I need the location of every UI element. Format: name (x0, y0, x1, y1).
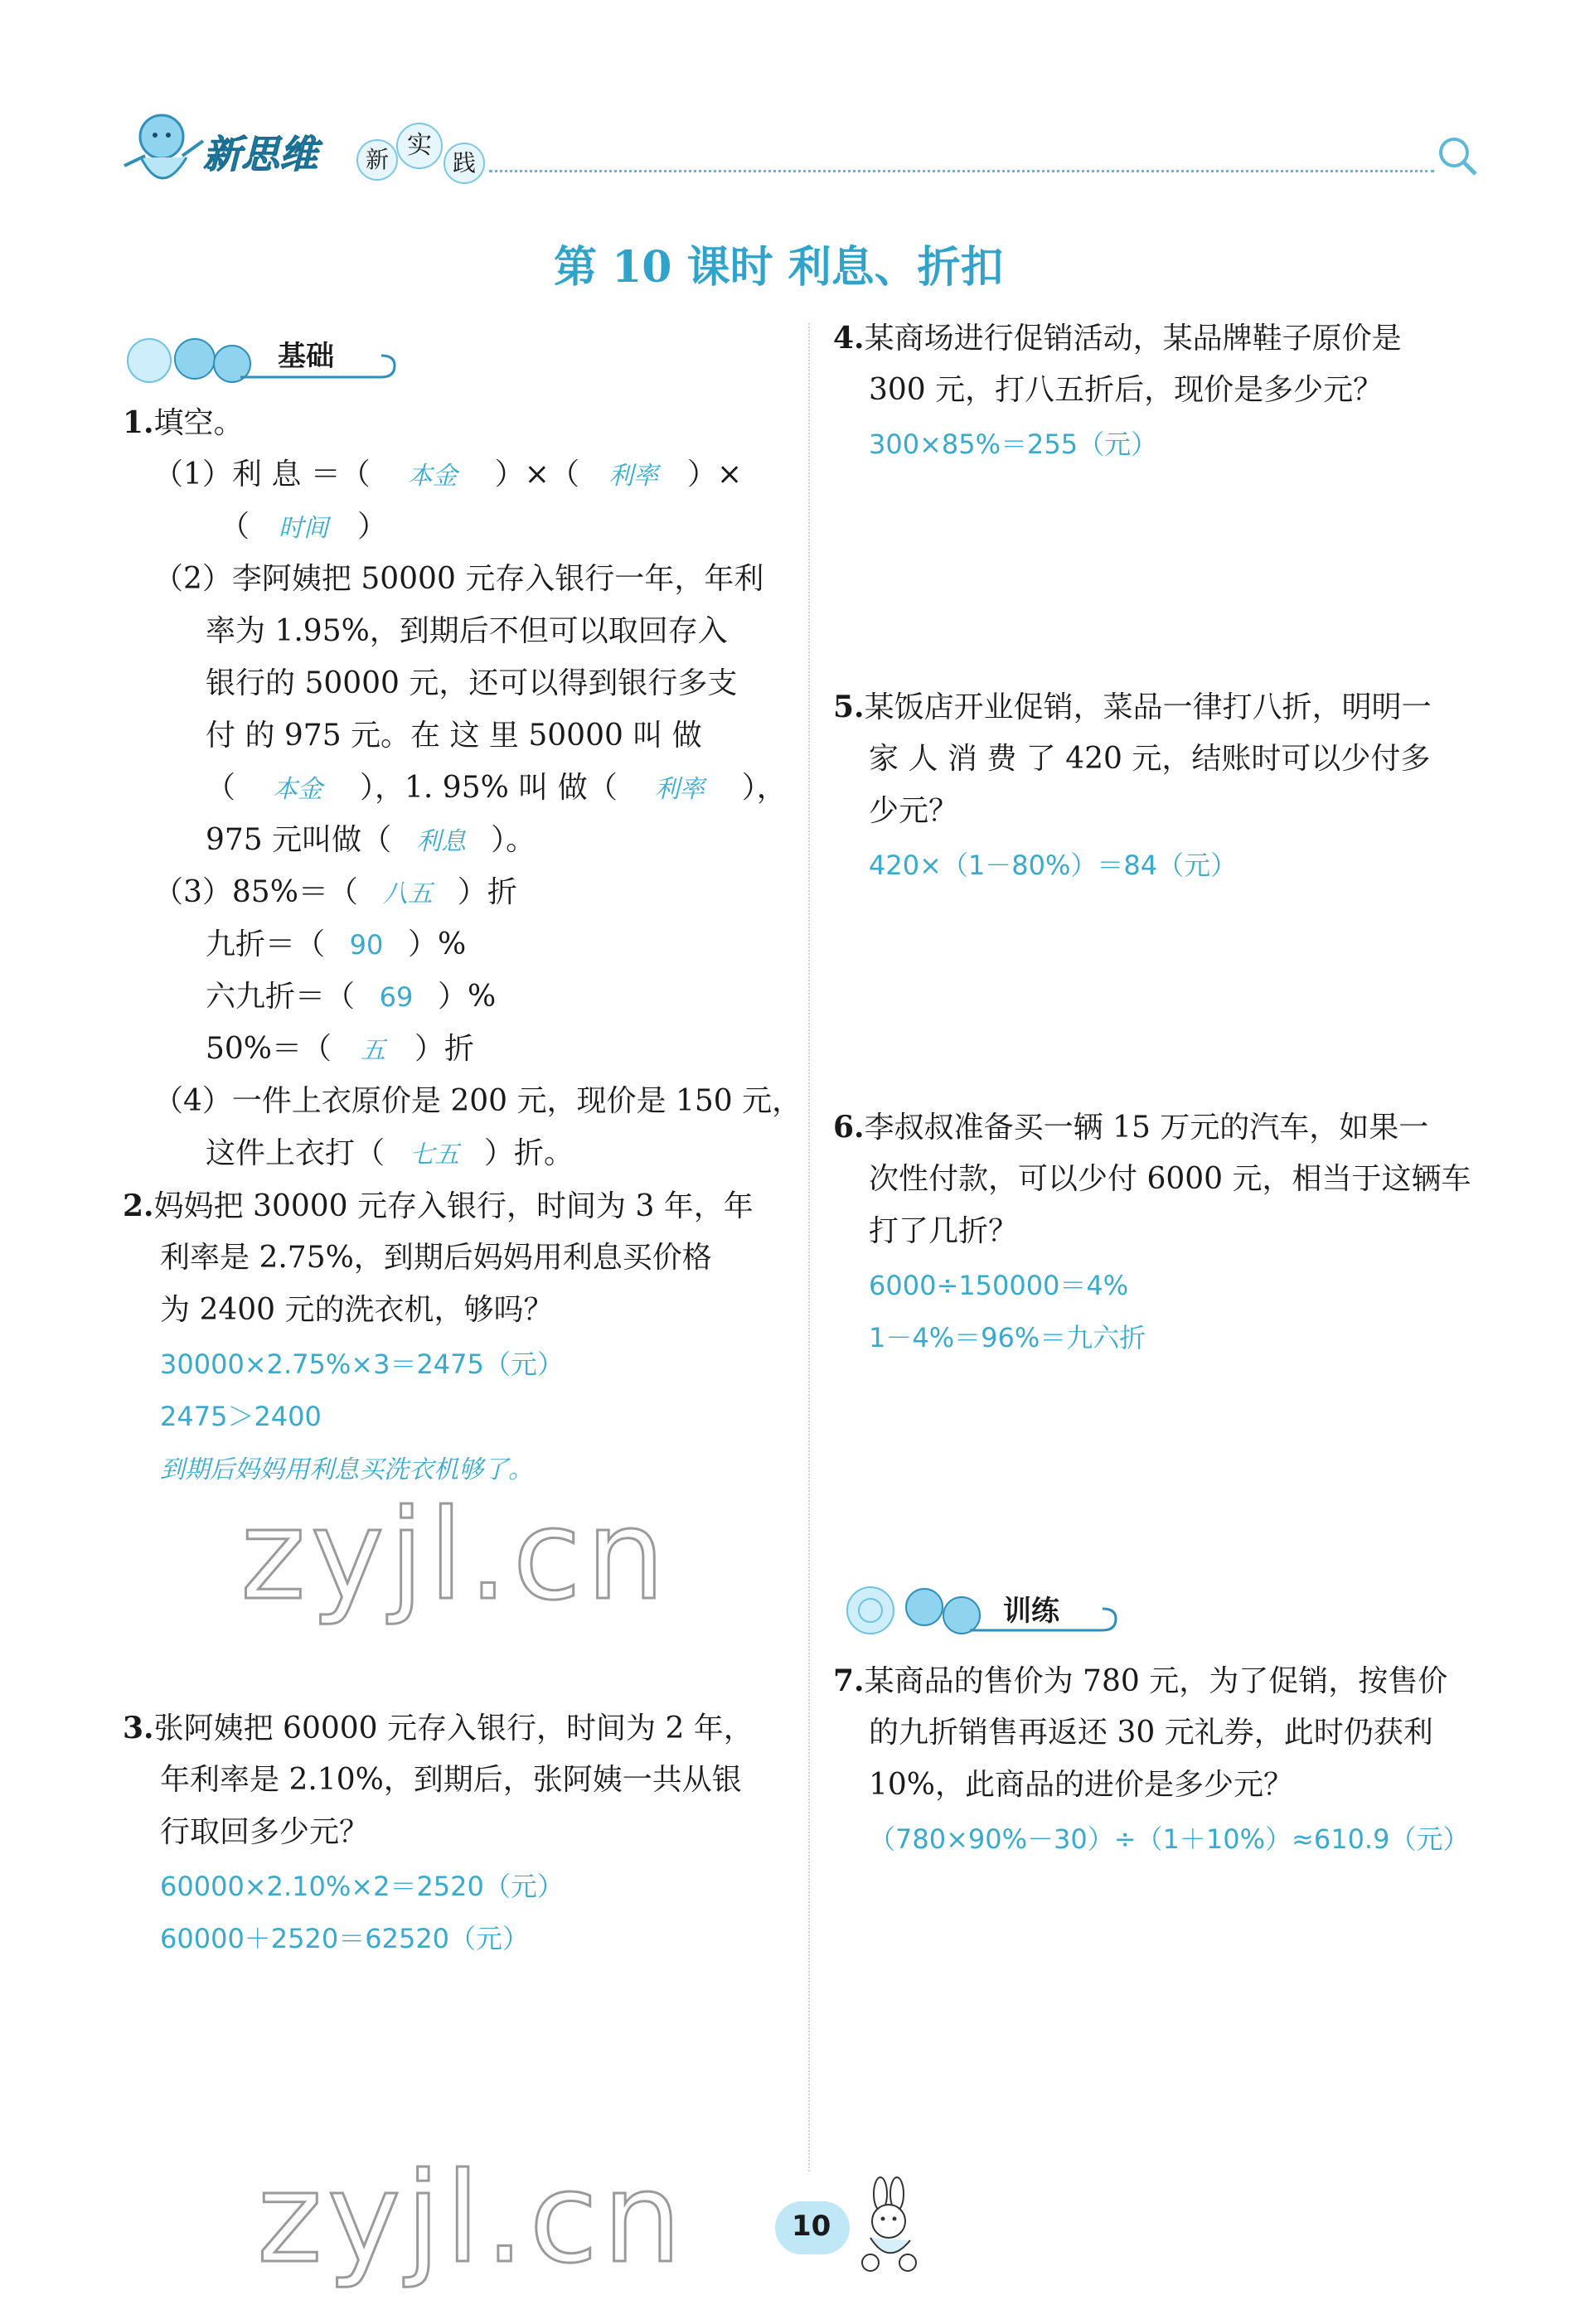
q2-line2: 利率是 2.75%，到期后妈妈用利息买价格 (160, 1241, 712, 1275)
q7-line2: 的九折销售再返还 30 元礼券，此时仍获利 (869, 1716, 1433, 1750)
q1-s4-l2post: ）折。 (484, 1136, 574, 1170)
q1-s4-answer: 七五 (410, 1140, 460, 1169)
brand-sub-3: 践 (444, 143, 485, 184)
q2-number: 2. (123, 1189, 154, 1223)
q5-number: 5. (833, 690, 865, 724)
q4-number: 4. (833, 321, 865, 356)
q1-s2-line6 (206, 824, 536, 859)
q6-line2: 次性付款，可以少付 6000 元，相当于这辆车 (869, 1162, 1471, 1196)
q3-line3: 行取回多少元？ (160, 1815, 370, 1849)
q1-s3-row4 (206, 1033, 474, 1068)
q6-line3: 打了几折？ (869, 1214, 1019, 1248)
q1-s3-answer-4: 五 (361, 1036, 386, 1065)
q6-answer-1: 6000÷150000＝4% (869, 1270, 1129, 1301)
q1-s2-l6pre: 975 元叫做（ (206, 823, 392, 857)
q1-s4-line2 (206, 1137, 574, 1172)
q6-line1 (833, 1111, 1428, 1145)
q1-s3-r4post: ）折 (414, 1032, 475, 1066)
q4-line2: 300 元，打八五折后，现价是多少元？ (869, 373, 1384, 407)
q1-s2-line1: （2）李阿姨把 50000 元存入银行一年，年利 (153, 562, 764, 596)
q1-s2-answer-principal: 本金 (273, 775, 323, 804)
q6-text-1: 李叔叔准备买一辆 15 万元的汽车，如果一 (864, 1111, 1429, 1145)
q1-s3-r3post: ）% (438, 980, 497, 1014)
q1-s3-r1post: ）折 (457, 875, 517, 909)
q3-number: 3. (123, 1711, 154, 1745)
q1-s1-answer-rate: 利率 (608, 462, 658, 491)
section-basic-badge (116, 327, 398, 390)
section-basic-title: 基础 (278, 340, 334, 373)
q1-s3-answer-3: 69 (379, 981, 414, 1013)
q1-s3-r3pre: 六九折＝（ (206, 980, 356, 1014)
q5-answer-1: 420×（1－80%）＝84（元） (869, 850, 1238, 881)
flower-badge-icon (116, 327, 398, 390)
q1-s3-r2post: ）% (408, 927, 467, 961)
q4-answer-1: 300×85%＝255（元） (869, 428, 1158, 460)
q1-s3-r4pre: 50%＝（ (206, 1032, 332, 1066)
q3-line2: 年利率是 2.10%，到期后，张阿姨一共从银 (160, 1763, 742, 1797)
search-icon (1434, 133, 1481, 182)
page-number: 10 (792, 2210, 831, 2243)
brand-name: 新思维 (203, 132, 317, 177)
brand-sub-1: 新 (356, 139, 398, 181)
q1-s2-l5post: ）， (741, 771, 787, 805)
q1-s2-line2: 率为 1.95%，到期后不但可以取回存入 (206, 614, 728, 648)
brand-sub-2: 实 (396, 123, 443, 169)
watermark-1: zyjl.cn (240, 1484, 671, 1628)
q1-s1-l2pre: （ (220, 510, 250, 544)
q1-s3-row1 (153, 876, 517, 911)
q1-s3-row3 (206, 980, 496, 1014)
q2-answer-3: 到期后妈妈用利息买洗衣机够了。 (160, 1455, 533, 1484)
page-title: 第 10 课时 利息、折扣 (554, 242, 1004, 293)
q7-text-1: 某商品的售价为 780 元，为了促销，按售价 (864, 1664, 1448, 1698)
q5-line3: 少元？ (869, 794, 959, 828)
q1-s1-pre: （1）利 息 ＝（ (153, 458, 371, 491)
section-train-title: 训练 (1003, 1595, 1059, 1628)
q7-line1 (833, 1664, 1447, 1698)
q1-s3-r2pre: 九折＝（ (206, 927, 326, 961)
q1-s4-line1: （4）一件上衣原价是 200 元，现价是 150 元， (153, 1084, 802, 1118)
q3-answer-2: 60000＋2520＝62520（元） (160, 1923, 530, 1954)
snail-badge-icon (833, 1579, 1119, 1642)
q1-s2-line4: 付 的 975 元。在 这 里 50000 叫 做 (206, 719, 702, 753)
q1-s1-mid: ）×（ (494, 458, 579, 491)
q7-answer-1: （780×90%－30）÷（1＋10%）≈610.9（元） (869, 1823, 1470, 1855)
q1-s3-r1pre: （3）85%＝（ (153, 875, 358, 909)
girl-mascot-icon (116, 108, 207, 199)
q5-line2: 家 人 消 费 了 420 元，结账时可以少付多 (869, 742, 1431, 776)
q4-text-1: 某商场进行促销活动，某品牌鞋子原价是 (864, 322, 1402, 356)
q1-s3-row2 (206, 928, 466, 961)
q1-s2-line5 (206, 772, 787, 806)
watermark-2: zyjl.cn (257, 2147, 687, 2291)
header-logo (116, 108, 207, 199)
q1-s2-answer-interest: 利息 (416, 827, 467, 856)
q3-line1 (123, 1712, 754, 1745)
q1-s2-l5pre: （ (206, 771, 236, 805)
q6-answer-2: 1－4%＝96%＝九六折 (869, 1322, 1146, 1353)
q1-s1-line2 (220, 511, 387, 545)
q1-s1-answer-principal: 本金 (407, 462, 458, 491)
q1-s2-l6post: ）。 (491, 823, 536, 857)
q1-s3-answer-1: 八五 (382, 879, 433, 908)
q2-text-1: 妈妈把 30000 元存入银行，时间为 3 年，年 (153, 1189, 754, 1223)
q1-s1-line1 (153, 458, 742, 493)
q1-heading (123, 406, 244, 440)
q2-answer-2: 2475＞2400 (160, 1401, 322, 1432)
q1-s3-answer-2: 90 (349, 929, 384, 961)
q5-line1 (833, 690, 1432, 724)
q4-line1 (833, 322, 1402, 356)
q1-s4-l2pre: 这件上衣打（ (206, 1136, 385, 1170)
q7-line3: 10%，此商品的进价是多少元？ (869, 1768, 1294, 1802)
q1-s2-answer-rate: 利率 (654, 775, 705, 804)
q2-answer-1: 30000×2.75%×3＝2475（元） (160, 1348, 564, 1380)
q2-line1 (123, 1189, 754, 1223)
q2-line3: 为 2400 元的洗衣机，够吗？ (160, 1293, 554, 1327)
rabbit-mascot-icon (846, 2176, 928, 2278)
q1-s1-l2post: ） (357, 510, 388, 544)
q5-text-1: 某饭店开业促销，菜品一律打八折，明明一 (864, 690, 1432, 724)
q1-s1-answer-time: 时间 (279, 514, 329, 543)
q7-number: 7. (833, 1663, 865, 1698)
q3-text-1: 张阿姨把 60000 元存入银行，时间为 2 年， (153, 1712, 754, 1745)
q1-s1-post: ）× (686, 458, 743, 491)
q1-s2-l5mid: ），1. 95% 叫 做（ (360, 771, 618, 805)
brand-title (203, 124, 317, 179)
q1-number: 1. (123, 405, 154, 440)
column-divider (808, 323, 810, 2171)
q1-text: 填空。 (153, 406, 244, 440)
header-dotted-rule (489, 170, 1434, 172)
q3-answer-1: 60000×2.10%×2＝2520（元） (160, 1871, 564, 1902)
q6-number: 6. (833, 1110, 865, 1145)
section-train-badge (833, 1579, 1119, 1642)
q1-s2-line3: 银行的 50000 元，还可以得到银行多支 (206, 666, 738, 700)
